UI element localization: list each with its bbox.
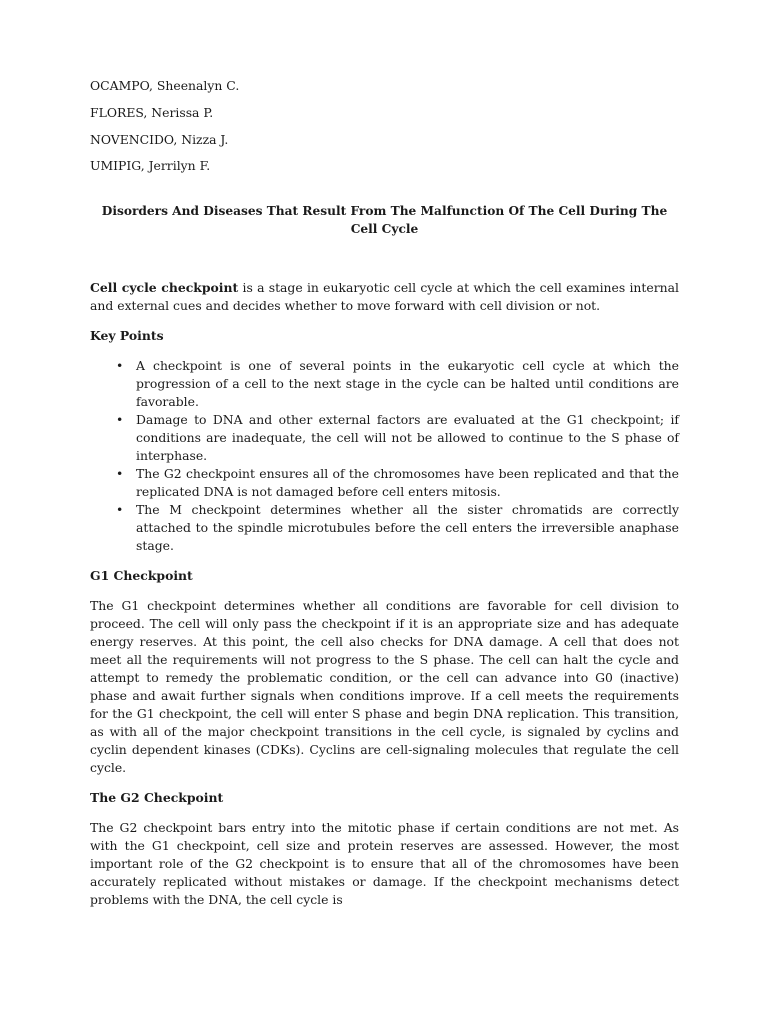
author-name: FLORES, Nerissa P. (90, 104, 214, 120)
list-item: • The G2 checkpoint ensures all of the chromosomes have been replicated and that the replicated DNA is not damaged before cell enters mitosis. (136, 465, 679, 501)
list-item: • A checkpoint is one of several points in the eukaryotic cell cycle at which the progression of a cell to the next stage in the cycle can be halted until conditions are favorable. (136, 357, 679, 411)
author-list (90, 78, 679, 174)
author-name: UMIPIG, Jerrilyn F. (90, 158, 211, 174)
key-points-heading: Key Points (90, 328, 164, 344)
g2-paragraph: The G2 checkpoint bars entry into the mitotic phase if certain conditions are not met. As with the G1 checkpoint, cell size and protein reserves are assessed. However, the most important role of the G2 checkpoint is to ensure that all of the chromosomes have been accurately replicated without mistakes or damage. If the checkpoint mechanisms detect problems with the DNA, the cell cycle is (90, 820, 679, 908)
g2-heading: The G2 Checkpoint (90, 790, 224, 806)
document-title: Disorders And Diseases That Result From The Malfunction Of The Cell During The Cell Cycle (101, 204, 668, 237)
list-item: • Damage to DNA and other external factors are evaluated at the G1 checkpoint; if conditions are inadequate, the cell will not be allowed to continue to the S phase of interphase. (136, 411, 679, 465)
author-name: NOVENCIDO, Nizza J. (90, 131, 229, 147)
key-points-list (90, 357, 679, 555)
list-item: • The M checkpoint determines whether all the sister chromatids are correctly attached to the spindle microtubules before the cell enters the irreversible anaphase stage. (136, 501, 679, 555)
g1-heading: G1 Checkpoint (90, 568, 193, 584)
intro-term: Cell cycle checkpoint (90, 280, 239, 296)
author-name: OCAMPO, Sheenalyn C. (90, 78, 240, 93)
intro-text: is a stage in eukaryotic cell cycle at which the cell examines internal and external cues and decides whether to move forward with cell division or not. (90, 280, 679, 314)
intro-paragraph (90, 279, 679, 315)
g1-paragraph: The G1 checkpoint determines whether all conditions are favorable for cell division to proceed. The cell will only pass the checkpoint if it is an appropriate size and has adequate energy reserves. At this point, the cell also checks for DNA damage. A cell that does not meet all the requirements will not progress to the S phase. The cell can halt the cycle and attempt to remedy the problematic condition, or the cell can advance into G0 (inactive) phase and await further signals when conditions improve. If a cell meets the requirements for the G1 checkpoint, the cell will enter S phase and begin DNA replication. This transition, as with all of the major checkpoint transitions in the cell cycle, is signaled by cyclins and cyclin dependent kinases (CDKs). Cyclins are cell-signaling molecules that regulate the cell cycle. (90, 598, 679, 776)
